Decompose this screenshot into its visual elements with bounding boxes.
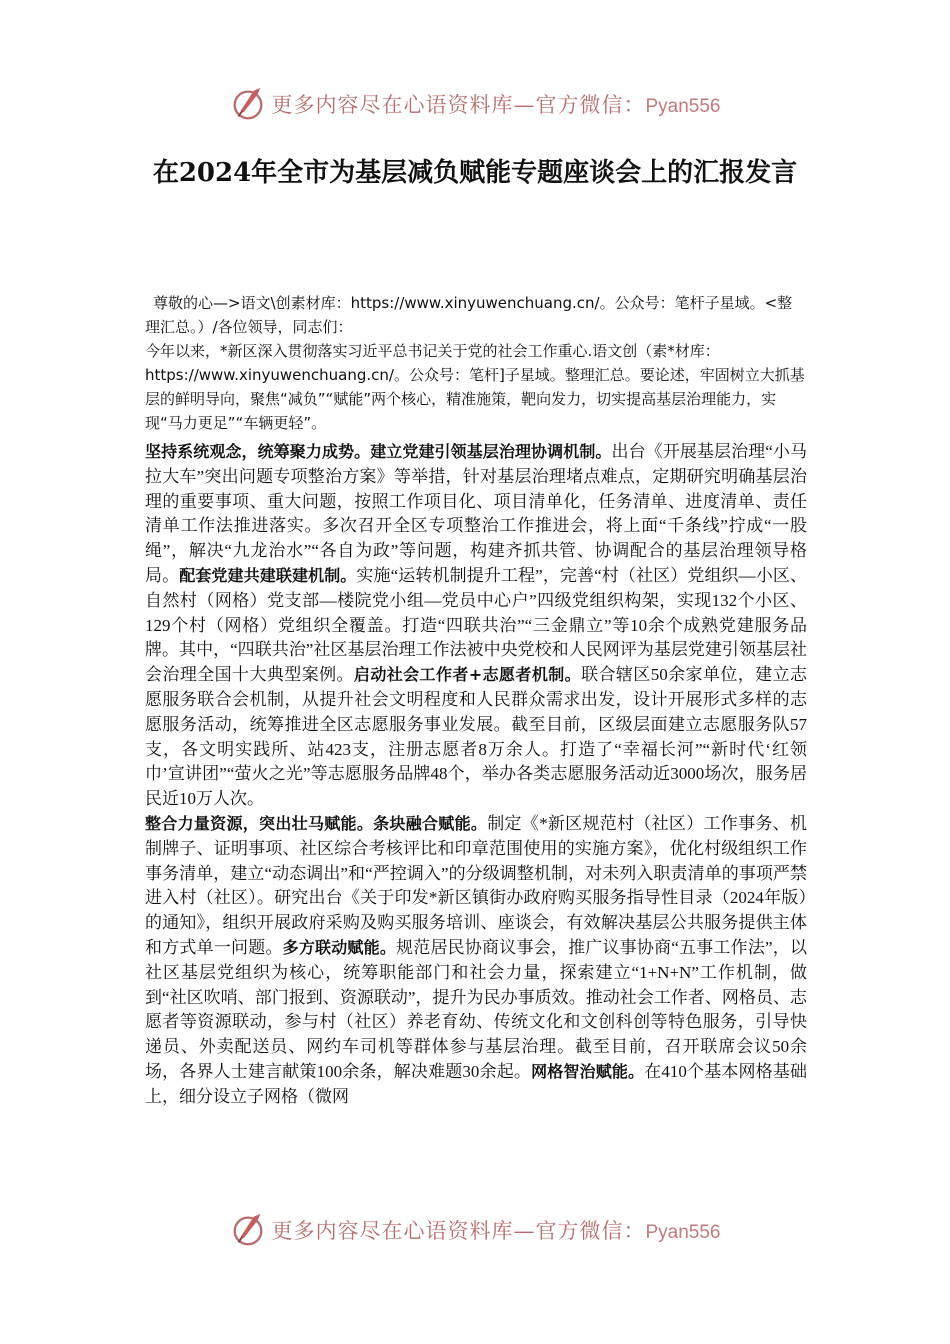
- footer-banner[interactable]: [0, 1210, 950, 1250]
- header-banner[interactable]: [0, 84, 950, 124]
- banner-separator: —: [513, 1219, 536, 1243]
- section1-text1: 出台《开展基层治理“小马拉大车”突出问题专项整治方案》等举措，针对基层治理堵点难点，定期研究明确基层治理的重要事项、重大问题，按照工作项目化、项目清单化，任务清单、进度清单、责任清单工作法推进落实。多次召开全区专项整治工作推进会，将上面“千条线”拧成“一股绳”，解决“九龙治水”“各自为政”等问题，构建齐抓共管、协调配合的基层治理领导格局。: [145, 442, 807, 585]
- body-block: [145, 440, 807, 1110]
- banner-wechat-label: 官方微信：: [535, 93, 646, 117]
- section2-sub3: 网格智治赋能。: [531, 1061, 645, 1081]
- intro-greeting: 尊敬的心—>语文\创素材库：https://www.xinyuwenchuang.cn/。公众号：笔杆子星域。<整理汇总。）/各位领导，同志们：: [145, 294, 793, 336]
- banner-text: [271, 1215, 720, 1245]
- intro-paragraph: 今年以来，*新区深入贯彻落实习近平总书记关于党的社会工作重心.语文创（素*材库：https://www.xinyuwenchuang.cn/。公众号：笔杆]子星域。整理汇总。要论述，牢固树立大抓基层的鲜明导向，聚焦“减负”“赋能”两个核心，精准施策，靶向发力，切实提高基层治理能力，实现“马力更足”“车辆更轻”。: [145, 342, 805, 432]
- section2-sub2: 多方联动赋能。: [282, 937, 397, 957]
- banner-wechat-label: 官方微信：: [535, 1219, 646, 1243]
- section1-text2: 实施“运转机制提升工程”，完善“村（社区）党组织—小区、自然村（网格）党支部—楼院党小组—党员中心户”四级党组织构架，实现132个小区、129个村（网格）党组织全覆盖。打造“四联共治”“三金鼎立”等10余个成熟党建服务品牌。其中，“四联共治”社区基层治理工作法被中央党校和人民网评为基层党建引领基层社会治理全国十大典型案例。: [145, 565, 807, 685]
- banner-separator: —: [513, 93, 536, 117]
- banner-wechat-id[interactable]: Pyan556: [645, 1222, 721, 1243]
- quill-pen-circle-icon: [229, 85, 267, 123]
- page-title: 在2024年全市为基层减负赋能专题座谈会上的汇报发言: [152, 158, 798, 188]
- section1-text3: 联合辖区50余家单位，建立志愿服务联合会机制，从提升社会文明程度和人民群众需求出发，设计开展形式多样的志愿服务活动，统筹推进全区志愿服务事业发展。截至目前，区级层面建立志愿服务队57支，各文明实践所、站423支，注册志愿者8万余人。打造了“幸福长河”“新时代‘红领巾’宣讲团”“萤火之光”等志愿服务品牌48个，举办各类志愿服务活动近3000场次，服务居民近10万人次。: [145, 665, 807, 809]
- section2-text3: 在410个基本网格基础上，细分设立子网格（微网: [145, 1061, 807, 1106]
- intro-block: [145, 291, 807, 435]
- quill-pen-circle-icon: [229, 1211, 267, 1249]
- section2-text1: 制定《*新区规范村（社区）工作事务、机制牌子、证明事项、社区综合考核评比和印章范围使用的实施方案》，优化村级组织工作事务清单，建立“动态调出”和“严控调入”的分级调整机制，对未列入职责清单的事项严禁进入村（社区）。研究出台《关于印发*新区镇街办政府购买服务指导性目录（2024年版）的通知》，组织开展政府采购及购买服务培训、座谈会，有效解决基层公共服务提供主体和方式单一问题。: [145, 813, 807, 957]
- banner-wechat-id[interactable]: Pyan556: [645, 96, 721, 117]
- banner-main-text: 更多内容尽在心语资料库: [271, 93, 514, 117]
- section1-sub3: 启动社会工作者+志愿者机制。: [353, 665, 582, 685]
- section1-sub1: 建立党建引领基层治理协调机制。: [370, 442, 612, 461]
- section2-text2: 规范居民协商议事会，推广议事协商“五事工作法”，以社区基层党组织为核心，统筹职能部门和社会力量，探索建立“1+N+N”工作机制，做到“社区吹哨、部门报到、资源联动”，提升为民办事质效。推动社会工作者、网格员、志愿者等资源联动，参与村（社区）养老育幼、传统文化和文创科创等特色服务，引导快递员、外卖配送员、网约车司机等群体参与基层治理。截至目前，召开联席会议50余场，各界人士建言献策100余条，解决难题30余起。: [145, 937, 807, 1081]
- banner-text: [271, 89, 720, 119]
- section1-sub2: 配套党建共建联建机制。: [179, 565, 357, 585]
- banner-main-text: 更多内容尽在心语资料库: [271, 1219, 514, 1243]
- section2-sub1: 条块融合赋能。: [373, 813, 488, 833]
- section2-paragraph: [145, 812, 807, 1110]
- section1-heading: 坚持系统观念，统筹聚力成势。: [145, 442, 371, 461]
- section1-paragraph: [145, 440, 807, 812]
- section2-heading: 整合力量资源，突出壮马赋能。: [145, 813, 374, 833]
